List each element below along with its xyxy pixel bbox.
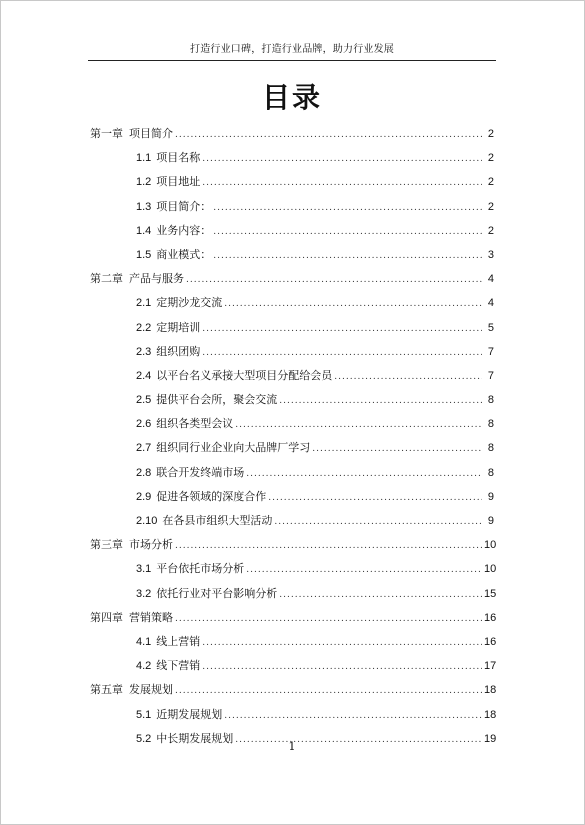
toc-section-entry[interactable] bbox=[90, 243, 494, 267]
toc-entry-label: 促进各领域的深度合作 bbox=[156, 489, 267, 503]
toc-entry-number: 3.1 bbox=[136, 563, 152, 576]
toc-entry-label: 营销策略 bbox=[129, 610, 173, 624]
toc-entry-number: 2.4 bbox=[136, 369, 152, 382]
toc-entry-number: 4.1 bbox=[136, 635, 152, 648]
toc-entry-label: 近期发展规划 bbox=[156, 707, 223, 721]
toc-leader-dots bbox=[202, 634, 482, 652]
toc-entry-label: 发展规划 bbox=[129, 683, 173, 697]
toc-leader-dots bbox=[202, 320, 482, 338]
toc-entry-label: 市场分析 bbox=[129, 538, 173, 552]
toc-entry-page: 17 bbox=[484, 660, 497, 673]
toc-entry-page: 18 bbox=[484, 684, 497, 697]
toc-entry-label: 项目名称 bbox=[156, 151, 201, 165]
toc-section-entry[interactable] bbox=[90, 582, 497, 606]
toc-entry-number: 2.7 bbox=[136, 442, 152, 455]
page-number: 1 bbox=[288, 740, 296, 753]
toc-chapter-entry[interactable] bbox=[90, 267, 494, 291]
toc-section-entry[interactable] bbox=[90, 630, 497, 654]
toc-entry-page: 19 bbox=[484, 732, 497, 745]
toc-leader-dots bbox=[175, 682, 482, 700]
toc-entry-number: 1.1 bbox=[136, 152, 152, 165]
toc-section-entry[interactable] bbox=[90, 219, 494, 243]
toc-leader-dots bbox=[224, 295, 482, 313]
toc-entry-number: 3.2 bbox=[136, 587, 152, 600]
toc-entry-label: 提供平台会所，聚会交流 bbox=[156, 393, 278, 407]
toc-section-entry[interactable] bbox=[90, 364, 494, 388]
toc-entry-number: 1.4 bbox=[136, 224, 152, 237]
toc-entry-page: 4 bbox=[487, 273, 494, 286]
toc-entry-number: 2.10 bbox=[136, 515, 158, 527]
toc-entry-page: 3 bbox=[487, 248, 494, 261]
toc-chapter-entry[interactable] bbox=[90, 533, 497, 557]
toc-entry-number: 2.9 bbox=[136, 490, 152, 503]
toc-entry-number: 2.2 bbox=[136, 321, 152, 334]
toc-entry-page: 16 bbox=[484, 635, 497, 648]
toc-section-entry[interactable] bbox=[90, 316, 494, 340]
toc-chapter-entry[interactable] bbox=[90, 122, 494, 146]
toc-leader-dots bbox=[213, 223, 482, 241]
toc-leader-dots bbox=[175, 610, 482, 628]
toc-entry-page: 18 bbox=[484, 708, 497, 721]
toc-entry-number: 第二章 bbox=[90, 272, 123, 286]
toc-entry-label: 项目简介： bbox=[156, 199, 212, 213]
toc-leader-dots bbox=[235, 416, 482, 434]
toc-entry-label: 线下营销 bbox=[156, 659, 201, 673]
toc-section-entry[interactable] bbox=[90, 436, 494, 460]
toc-entry-number: 2.6 bbox=[136, 418, 152, 431]
toc-leader-dots bbox=[175, 537, 482, 555]
toc-entry-label: 组织团购 bbox=[156, 344, 201, 358]
running-header: 打造行业口碑，打造行业品牌，助力行业发展 bbox=[190, 44, 394, 55]
toc-leader-dots bbox=[246, 465, 482, 483]
toc-entry-page: 2 bbox=[487, 128, 494, 140]
toc-entry-label: 业务内容： bbox=[156, 223, 212, 237]
toc-leader-dots bbox=[202, 150, 482, 168]
toc-entry-number: 1.5 bbox=[136, 248, 152, 261]
toc-leader-dots bbox=[334, 368, 482, 386]
toc-chapter-entry[interactable] bbox=[90, 606, 497, 630]
toc-section-entry[interactable] bbox=[90, 703, 497, 727]
toc-leader-dots bbox=[279, 392, 482, 410]
toc-entry-number: 2.8 bbox=[136, 466, 152, 479]
toc-entry-label: 项目简介 bbox=[129, 127, 173, 140]
toc-section-entry[interactable] bbox=[90, 485, 494, 509]
toc-section-entry[interactable] bbox=[90, 340, 494, 364]
toc-entry-number: 2.1 bbox=[136, 297, 152, 310]
toc-entry-page: 9 bbox=[487, 515, 494, 527]
toc-entry-label: 在各县市组织大型活动 bbox=[162, 514, 273, 527]
toc-entry-number: 1.2 bbox=[136, 176, 152, 189]
toc-entry-number: 第五章 bbox=[90, 683, 123, 697]
toc-entry-page: 10 bbox=[484, 539, 497, 552]
toc-entry-label: 依托行业对平台影响分析 bbox=[156, 586, 278, 600]
toc-entry-number: 2.3 bbox=[136, 345, 152, 358]
toc-entry-page: 7 bbox=[487, 369, 494, 382]
toc-chapter-entry[interactable] bbox=[90, 678, 497, 702]
toc-leader-dots bbox=[202, 344, 482, 362]
toc-entry-label: 商业模式： bbox=[156, 247, 212, 261]
toc-entry-page: 15 bbox=[484, 587, 497, 600]
page-title: 目录 bbox=[261, 81, 322, 114]
toc-entry-number: 5.2 bbox=[136, 732, 152, 745]
toc-entry-page: 2 bbox=[487, 176, 494, 189]
toc-entry-label: 联合开发终端市场 bbox=[156, 465, 245, 479]
toc-section-entry[interactable] bbox=[90, 195, 494, 219]
toc-entry-number: 4.2 bbox=[136, 660, 152, 673]
toc-entry-page: 9 bbox=[487, 490, 494, 503]
toc-leader-dots bbox=[268, 489, 482, 507]
toc-section-entry[interactable] bbox=[90, 170, 494, 194]
toc-leader-dots bbox=[274, 513, 482, 531]
toc-section-entry[interactable] bbox=[90, 388, 494, 412]
toc-entry-page: 2 bbox=[487, 200, 494, 213]
toc-section-entry[interactable] bbox=[90, 557, 497, 581]
toc-entry-label: 产品与服务 bbox=[129, 272, 184, 286]
toc-entry-label: 定期培训 bbox=[156, 320, 201, 334]
toc-entry-page: 8 bbox=[487, 466, 494, 479]
toc-section-entry[interactable] bbox=[90, 412, 494, 436]
toc-entry-page: 4 bbox=[487, 297, 494, 310]
toc-leader-dots bbox=[202, 658, 482, 676]
toc-leader-dots bbox=[279, 586, 482, 604]
toc-entry-label: 中长期发展规划 bbox=[156, 731, 234, 745]
toc-entry-number: 第一章 bbox=[90, 127, 123, 140]
header-rule bbox=[88, 60, 496, 61]
table-of-contents bbox=[90, 122, 497, 751]
toc-entry-number: 第三章 bbox=[90, 538, 123, 552]
toc-entry-page: 16 bbox=[484, 611, 497, 624]
toc-leader-dots bbox=[202, 174, 482, 192]
toc-entry-page: 7 bbox=[487, 345, 494, 358]
toc-leader-dots bbox=[246, 561, 482, 579]
toc-entry-page: 8 bbox=[487, 442, 494, 455]
toc-section-entry[interactable] bbox=[90, 461, 494, 485]
toc-entry-page: 10 bbox=[484, 563, 497, 576]
toc-entry-page: 2 bbox=[487, 224, 494, 237]
toc-entry-label: 组织同行业企业向大品牌厂学习 bbox=[156, 441, 311, 455]
toc-section-entry[interactable] bbox=[90, 291, 494, 315]
toc-entry-label: 组织各类型会议 bbox=[156, 417, 234, 431]
toc-entry-label: 定期沙龙交流 bbox=[156, 296, 223, 310]
toc-entry-number: 2.5 bbox=[136, 394, 152, 407]
toc-leader-dots bbox=[175, 126, 482, 144]
toc-entry-label: 线上营销 bbox=[156, 634, 201, 648]
toc-leader-dots bbox=[213, 247, 482, 265]
toc-entry-label: 项目地址 bbox=[156, 175, 201, 189]
toc-entry-page: 8 bbox=[487, 418, 494, 431]
toc-entry-page: 2 bbox=[487, 152, 494, 165]
toc-leader-dots bbox=[213, 199, 482, 217]
toc-entry-label: 以平台名义承接大型项目分配给会员 bbox=[156, 368, 333, 382]
toc-entry-page: 8 bbox=[487, 394, 494, 407]
toc-entry-label: 平台依托市场分析 bbox=[156, 562, 245, 576]
toc-entry-page: 5 bbox=[487, 321, 494, 334]
toc-entry-number: 第四章 bbox=[90, 610, 123, 624]
toc-section-entry[interactable] bbox=[90, 146, 494, 170]
toc-section-entry[interactable] bbox=[90, 654, 497, 678]
toc-leader-dots bbox=[186, 271, 482, 289]
toc-leader-dots bbox=[224, 707, 482, 725]
toc-leader-dots bbox=[312, 440, 482, 458]
toc-entry-number: 5.1 bbox=[136, 708, 152, 721]
toc-entry-number: 1.3 bbox=[136, 200, 152, 213]
toc-section-entry[interactable] bbox=[90, 509, 494, 533]
